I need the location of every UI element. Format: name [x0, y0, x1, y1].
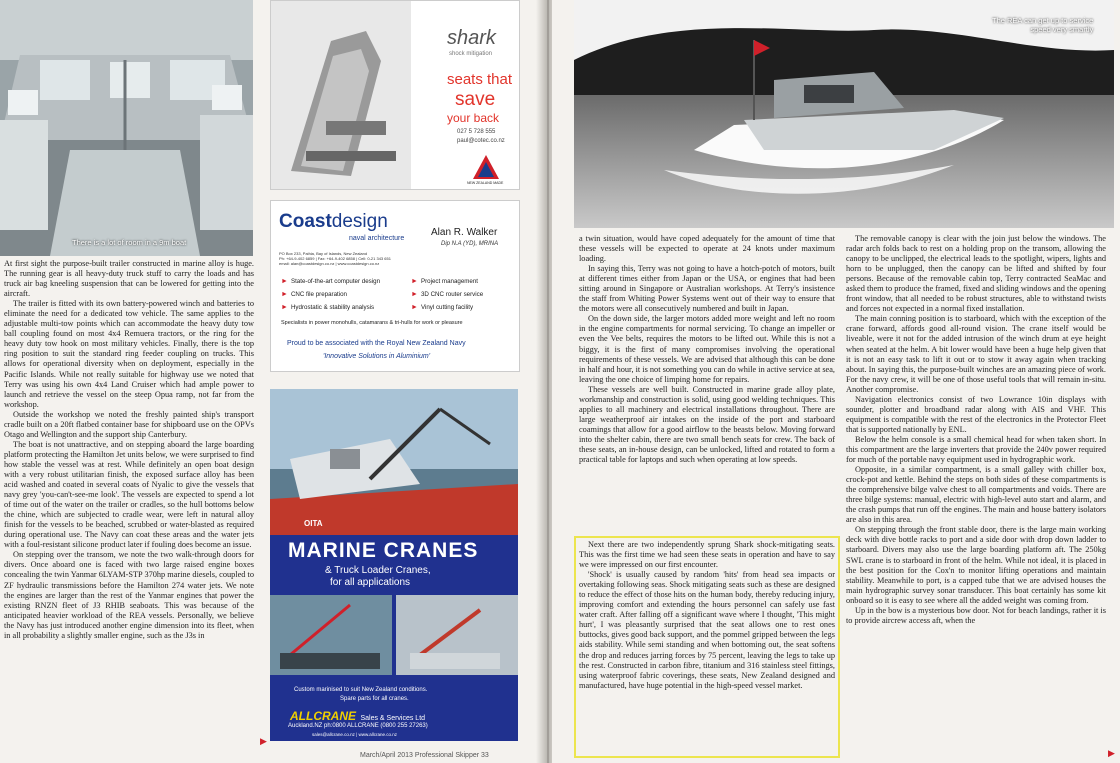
paragraph: In saying this, Terry was not going to have a hotch-potch of motors, built at different times either from Japan or the USA, or engines that had been sitting around in Singapore or Australian workshops. At Terry's insistence the staff from Whiting Power Systems went out of their way to ensure that the motors were all consecutively numbered and built in Japan.: [579, 264, 835, 314]
shark-seats-ad: [270, 0, 520, 190]
navy-line: Proud to be associated with the Royal New Zealand Navy: [287, 340, 466, 347]
allcrane-brand: ALLCRANE: [290, 709, 356, 723]
arrow-icon: ►: [281, 291, 288, 298]
left-page: [0, 0, 544, 763]
architect-credentials: Dip N.A (YD), MRINA: [441, 241, 499, 247]
paragraph: At first sight the purpose-built trailer constructed in marine alloy is huge. The running gear is all heavy-duty truck stuff to carry the loads and has truck air bag kneeling suspension that can be lowered for getting into the aircraft.: [4, 259, 254, 299]
paragraph: Next there are two independently sprung Shark shock-mitigating seats. This was the first time we had seen these seats in operation and have to say we were impressed on our first encounter.: [579, 540, 835, 570]
nz-made-label: NEW ZEALAND MADE: [467, 181, 504, 185]
service-item: [281, 275, 380, 288]
service-item: [281, 301, 380, 314]
paragraph: The removable canopy is clear with the join just below the windows. The radar arch folds back to rest on a holding prop on the transom, allowing the canopy to be unclipped, the electrical leads to the spotlight, wipers, lights and horn to be unplugged, then the canopy can be lifted and shifted by four persons. Because of the removable cabin top, Terry contracted SeaMac and asked them to produce the framed, fixed and sliding windows and the opening front window, that all needed to be robust structures, able to withstand twists and forces not expected in a normal fixed installation.: [846, 234, 1106, 314]
right-page: [552, 0, 1120, 763]
arrow-icon: ►: [411, 291, 418, 298]
paragraph: On stepping through the front stable door, there is the large main working deck with dive bottle racks to port and a side door with drop down ladder to starboard. Divers may also use the large boarding platform aft. The 250kg SWL crane is to starboard in front of the helm. While not ideal, it is placed in the best position for the Cox'n to monitor lifting operations and maintain stability. Meanwhile to port, is a capped tube that we are advised houses the main hydrographic survey sonar transducer. This boat certainly has some kit onboard so it is easy to see where all the added weight was coming from.: [846, 525, 1106, 605]
paragraph: a twin situation, would have coped adequately for the amount of time that these vessels will be expected to operate at 24 knots under maximum loading.: [579, 234, 835, 264]
continue-arrow-icon: ▶: [260, 736, 267, 746]
ad-headline: your back: [447, 111, 500, 125]
tagline: 'Innovative Solutions in Aluminium': [323, 353, 431, 360]
ad-custom-line: Custom marinised to suit New Zealand conditions.: [294, 687, 428, 693]
services-right: [411, 275, 483, 314]
paragraph: Navigation electronics consist of two Lowrance 10in displays with sounder, plotter and broadband radar along with AIS and VHF. This equipment is compatible with the rest of the electronics in the Protector Fleet that is supported nationally by ENL.: [846, 394, 1106, 434]
ad-subtitle: & Truck Loader Cranes,: [325, 565, 431, 576]
service-item: [411, 288, 483, 301]
paragraph: On the down side, the larger motors added more weight and left no room in the engine compartments for normal servicing. To change an impeller or even the Vee belts, requires the motors to be lifted out. While this is not a biggy, it is the first of many compromises involving the operational requirements of these vessels. We are advised that although this can be done in half and hour, it is not something you can do while in active service at sea, leaving the one choice of limping home for repairs.: [579, 314, 835, 384]
ad-subtitle: for all applications: [330, 577, 411, 588]
service-label: CNC file preparation: [290, 291, 347, 298]
arrow-icon: ►: [411, 278, 418, 285]
seat-image: [271, 1, 411, 189]
paragraph: These vessels are well built. Constructed in marine grade alloy plate, workmanship and construction is solid, using good welding techniques. This applies to all machinery and electrical installations throughout. There are large weatherproof air intakes on the inside of the port and starboard coamings that allow for a good airflow to the beasts below. Moving forward into the shelter cabin, there are two small bench seats for crew. The back of these seats, an in-house design, can be unlocked, lifted and rotated to form a practical table for laptops and such when operating at low speeds.: [579, 384, 835, 465]
ad-phone: 027 5 728 555: [457, 129, 496, 135]
shark-sub: shock mitigation: [449, 51, 493, 57]
photo-caption: [992, 16, 1093, 34]
contact-line: email: alan@coastdesign.co.nz | www.coastdesign.co.nz: [279, 261, 380, 266]
service-item: [281, 288, 380, 301]
ad-headline: seats that: [447, 71, 513, 88]
contact-line: PO Box 233, Paihia, Bay of Islands, New Zealand: [279, 251, 368, 256]
paragraph: The trailer is fitted with its own battery-powered winch and batteries to eliminate the need for a dedicated tow vehicle. The same applies to the adjustable multi-tow points which can accommodate the heavy duty tow ball coupling found on most 4x4 Remuera tractors, or the ring for the heavy duty tow hook on most military vehicles. Finally, there is the top ring position to suit the standard ring feeder coupling on trucks. This allows for operational diversity when on deployment, especially in the Pacific Islands. While not really suitable for highway use we noted that Terry was using his own 4x4 Land Cruiser which had ample power to launch and retrieve the vessel on the steep Opua ramp, not far from the workshop.: [4, 299, 254, 409]
service-label: Vinyl cutting facility: [420, 304, 474, 311]
ad-headline: save: [455, 89, 496, 110]
service-item: [411, 301, 483, 314]
caption-line: The REA can get up to service: [992, 16, 1094, 25]
specialists-line: Specialists in power monohulls, catamarans & tri-hulls for work or pleasure: [281, 320, 463, 326]
paragraph: Below the helm console is a small chemical head for when taken short. In this compartment are the large inverters that provide the 240v power required for much of the portable navy equipment used in hydrographic work.: [846, 434, 1106, 465]
service-label: Project management: [420, 278, 479, 285]
logo-design: design: [331, 211, 388, 232]
coastdesign-logo: [279, 211, 388, 233]
service-item: [411, 275, 483, 288]
allcrane-sub: Sales & Services Ltd: [360, 715, 426, 722]
caption-line: speed very smartly: [1030, 25, 1094, 34]
services-left: [281, 275, 380, 314]
logo-sub: naval architecture: [349, 235, 405, 242]
ad-email: paul@cotec.co.nz: [457, 138, 505, 144]
photo-caption: There is a lot of room in a 9m boat: [72, 238, 187, 247]
arrow-icon: ►: [281, 278, 288, 285]
ad-custom-line: Spare parts for all cranes.: [340, 696, 409, 702]
continue-arrow-icon: ▶: [1108, 748, 1115, 758]
right-body-column-1: [579, 234, 835, 465]
paragraph: On stepping over the transom, we note the two walk-through doors for divers. Once aboard one is faced with two large raised engine boxes concealing the twin Yanmar 6LYAM-STP 370hp marine diesels, coupled to ZF hydraulic transmissions before the Hamilton 274 water jets. We note the engines are larger than the rest of the Yanmar engines that power the existing RNZN fleet of J3 RHIB seaboats. This was because of the anticipated heavier workload of the REA vessels. Personally, we believe the Navy has just introduced another engine dimension into its fleet, when in all probability a slightly smaller engine, such as the J3s in: [4, 550, 254, 640]
architect-name: Alan R. Walker: [431, 227, 498, 238]
logo-coast: Coast: [279, 211, 332, 232]
arrow-icon: ►: [411, 304, 418, 311]
crane-boat-photo: [270, 389, 518, 535]
boat-label: OITA: [304, 519, 323, 528]
service-label: State-of-the-art computer design: [290, 278, 381, 285]
paragraph: Opposite, in a similar compartment, is a small galley with chiller box, crock-pot and kettle. Behind the steps on both sides of these compartments is the comprehensive bilge valve chest to all compartments and voids. There are three bilge systems: manual, electric with high-level auto start and alarm, and the crash pumps that run off the engines. The main and house battery isolators are also in this area.: [846, 465, 1106, 525]
rea-boat-photo: [574, 0, 1114, 228]
left-body-column: [4, 259, 254, 759]
right-body-column-2: [846, 234, 1106, 754]
paragraph: 'Shock' is usually caused by random 'hits' from head sea impacts or overtaking following seas. Shock mitigating seats such as these are designed to reduce the effect of those hits on the human body, thereby reducing injury, improving comfort and extending the hours personnel can safely use fast water craft. After falling off a significant wave where I thought, 'This might hurt', I was pleasantly surprised that the seat allows one to rest ones buttocks, gives good back support, and the pommel gripped between the legs aids stability. While semi standing and when bottoming out, the seat softens the drop and reduces jarring forces by 75 percent, leaving the legs to take up the rest. Constructed in carbon fibre, titanium and 316 stainless steel fittings, using waterproof fabric coverings, these seats, New Zealand designed and manufactured, have huge potential in the high-speed vessel market.: [579, 570, 835, 690]
cabin-interior-photo: [0, 0, 253, 256]
paragraph: The boat is not unattractive, and on stepping aboard the large boarding platform protecting the Hamilton Jet units below, we were surprised to find how stable the vessel was at rest. While definitely an open boat design with a very robust utilitarian finish, the exposed surface alloy has been acid washed and coated in several coats of Nyalic to give the vessels that navy grey 'you-can't-see-me look'. The vessels are expected to spend a lot of time out of the water on the trailer or cradles, so the hull bottoms below the chine, which are subjected to cradle wear, were left in natural alloy finish for the vessels to be beached, scrubbed or water-blasted as required during operational use. The Navy can coat these areas and the water jets with a foul-resistant silicone product later if fouling does become an issue.: [4, 439, 254, 550]
nz-made-badge-icon: [471, 153, 501, 183]
crane-photos: [270, 595, 518, 675]
paragraph: Up in the bow is a mysterious bow door. Not for beach landings, rather it is to provide aircrew access aft, when the: [846, 605, 1106, 625]
coastdesign-ad: [270, 200, 520, 372]
allcrane-contact: Auckland.NZ ph:0800 ALLCRANE (0800 255 27263): [288, 723, 428, 729]
page-folio: March/April 2013 Professional Skipper 33: [360, 752, 489, 759]
shark-logo: shark: [447, 27, 496, 49]
allcrane-ad: [270, 389, 518, 741]
allcrane-web: sales@allcrane.co.nz | www.allcrane.co.nz: [312, 732, 398, 737]
highlight-box: [574, 536, 840, 758]
arrow-icon: ►: [281, 304, 288, 311]
service-label: 3D CNC router service: [420, 291, 484, 298]
service-label: Hydrostatic & stability analysis: [290, 304, 375, 311]
paragraph: The main conning position is to starboard, which with the exception of the crane forward, affords good all-round vision. The crane itself would be liveable, were it not for the added intrusion of the winch drum at eye height when seated at the helm. A bit lower would have been a huge help given that it is not an easy task to lift it out or to stow it away again when tracking about. In saying this, the purpose-built winches are an amazing piece of work. For the navy crew, it will be one of those useful tools that will remain in-situ. Another compromise.: [846, 314, 1106, 394]
paragraph: Outside the workshop we noted the freshly painted ship's transport cradle built on a 20ft flatbed container base for shipboard use on the OPVs Otago and Wellington and the support ship Canterbury.: [4, 409, 254, 439]
ad-title: MARINE CRANES: [288, 539, 479, 562]
contact-line: Ph: +64-9-402 6859 | Fax: +64-9-402 6858 | Cell: 0-21 343 651: [279, 256, 391, 261]
